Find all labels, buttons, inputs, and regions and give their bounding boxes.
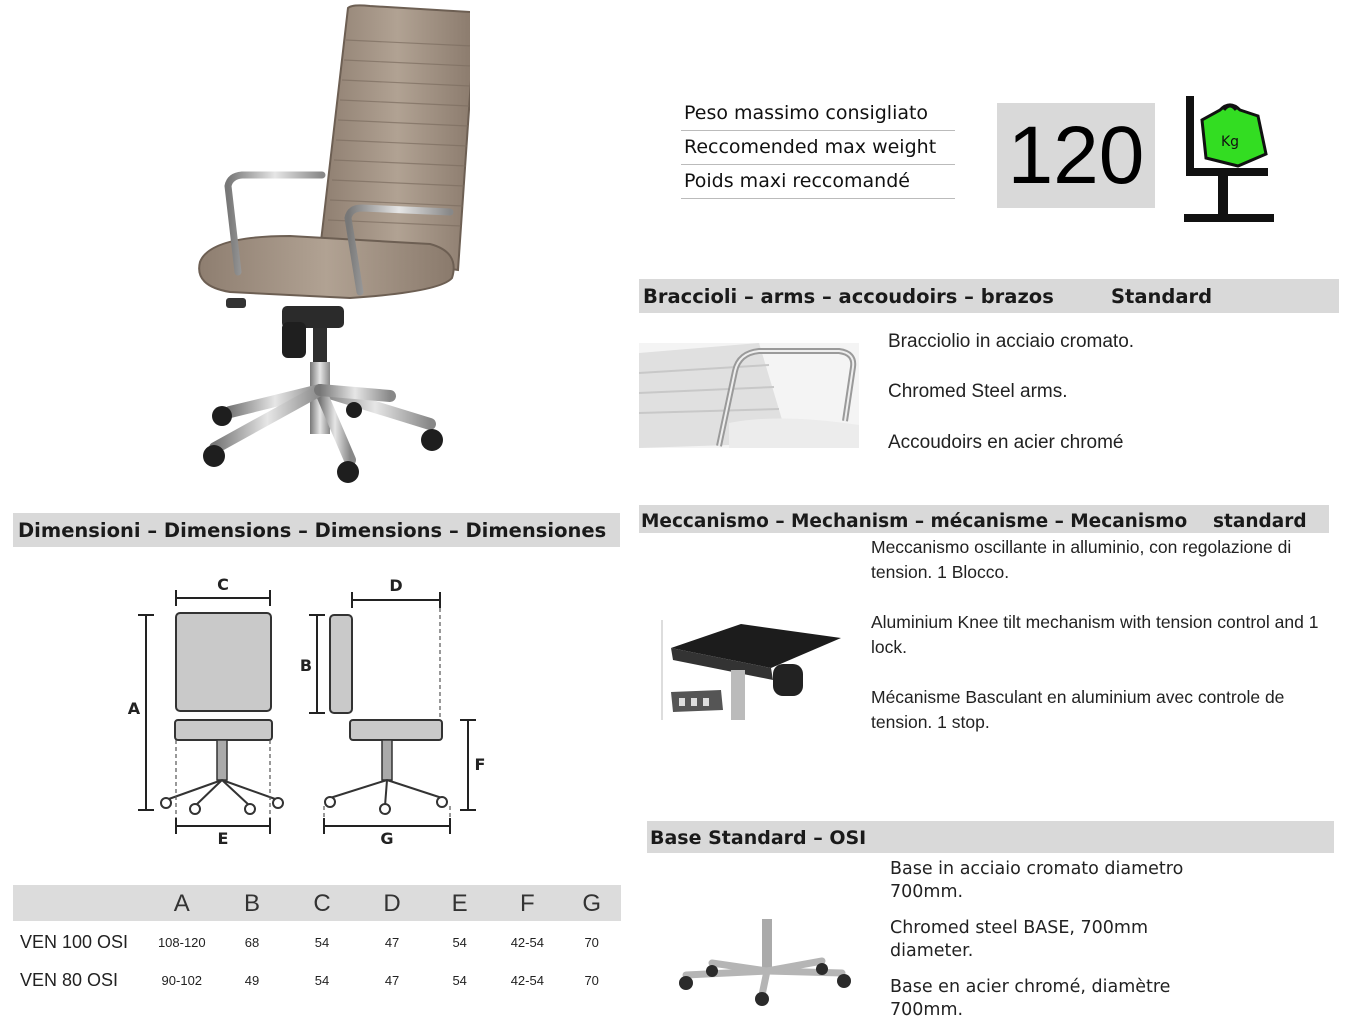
- arms-line-fr: Accoudoirs en acier chromé: [888, 432, 1124, 453]
- cell-c: 54: [314, 934, 330, 950]
- chair-photo: [170, 0, 470, 500]
- arms-line-en: Chromed Steel arms.: [888, 381, 1068, 402]
- base-description: [890, 858, 1235, 1022]
- arms-option: Standard: [1111, 285, 1213, 308]
- weight-labels: [681, 97, 955, 199]
- max-weight-value: 120: [1007, 109, 1145, 201]
- mechanism-option: standard: [1213, 511, 1307, 532]
- col-header-e: E: [451, 890, 468, 917]
- cell-e: 54: [452, 972, 467, 988]
- model-name: VEN 80 OSI: [20, 969, 119, 990]
- dimensions-table-header: [13, 885, 621, 923]
- dim-label-e: E: [217, 829, 229, 848]
- weight-label-it: Peso massimo consigliato: [681, 97, 955, 131]
- dim-label-d: D: [389, 576, 403, 595]
- table-row: [13, 923, 621, 961]
- weight-label-fr: Poids maxi reccomandé: [681, 165, 955, 199]
- dim-label-b: B: [299, 656, 313, 675]
- cell-a: 90-102: [161, 972, 203, 988]
- dimension-diagram: [120, 570, 500, 850]
- arms-heading: Braccioli – arms – accoudoirs – brazos: [643, 285, 1054, 308]
- col-header-name: [13, 885, 147, 923]
- arms-heading-band: [639, 279, 1339, 313]
- cell-b: 49: [244, 972, 260, 988]
- dimensions-heading: Dimensioni – Dimensions – Dimensions – Dimensiones: [18, 519, 607, 542]
- mechanism-description: [871, 535, 1346, 735]
- cell-d: 47: [384, 972, 400, 988]
- mechanism-line-en: Aluminium Knee tilt mechanism with tension control and 1 lock.: [871, 612, 1319, 657]
- cell-b: 68: [244, 934, 260, 950]
- base-line-fr: Base en acier chromé, diamètre 700mm.: [890, 977, 1171, 1020]
- arms-description: [888, 331, 1328, 454]
- col-header-a: A: [173, 890, 190, 917]
- col-header-f: F: [519, 890, 535, 917]
- col-header-b: B: [243, 890, 260, 917]
- mechanism-heading: Meccanismo – Mechanism – mécanisme – Mecanismo: [641, 511, 1188, 532]
- cell-g: 70: [584, 972, 599, 988]
- base-heading: Base Standard – OSI: [650, 827, 867, 849]
- cell-c: 54: [314, 972, 330, 988]
- cell-g: 70: [584, 934, 599, 950]
- arms-line-it: Bracciolio in acciaio cromato.: [888, 331, 1135, 352]
- base-line-it: Base in acciaio cromato diametro 700mm.: [890, 859, 1184, 902]
- mechanism-photo: [661, 620, 851, 722]
- dim-label-f: F: [474, 755, 486, 774]
- dim-label-g: G: [380, 829, 394, 848]
- mechanism-line-it: Meccanismo oscillante in alluminio, con regolazione di tension. 1 Blocco.: [871, 537, 1292, 582]
- cell-a: 108-120: [157, 934, 206, 950]
- cell-d: 47: [384, 934, 400, 950]
- dim-label-a: A: [127, 699, 141, 718]
- col-header-d: D: [383, 890, 401, 917]
- cell-f: 42-54: [510, 934, 544, 950]
- weight-label-en: Reccomended max weight: [681, 131, 955, 165]
- cell-e: 54: [452, 934, 467, 950]
- dim-label-c: C: [217, 575, 229, 594]
- dimensions-heading-band: [13, 513, 620, 547]
- mechanism-line-fr: Mécanisme Basculant en aluminium avec controle de tension. 1 stop.: [871, 687, 1285, 732]
- table-row: [13, 961, 621, 999]
- col-header-g: G: [582, 890, 602, 917]
- model-name: VEN 100 OSI: [20, 931, 129, 952]
- kg-icon-text: Kg: [1220, 134, 1240, 150]
- base-heading-band: [647, 821, 1334, 853]
- col-header-c: C: [313, 890, 331, 917]
- base-line-en: Chromed steel BASE, 700mm diameter.: [890, 918, 1149, 961]
- cell-f: 42-54: [510, 972, 544, 988]
- dimensions-table: [13, 885, 621, 999]
- arm-photo: [639, 343, 859, 448]
- base-photo: [672, 915, 857, 1007]
- kg-weight-icon: [1180, 92, 1280, 227]
- mechanism-heading-band: [639, 505, 1329, 533]
- max-weight-box: [997, 103, 1155, 208]
